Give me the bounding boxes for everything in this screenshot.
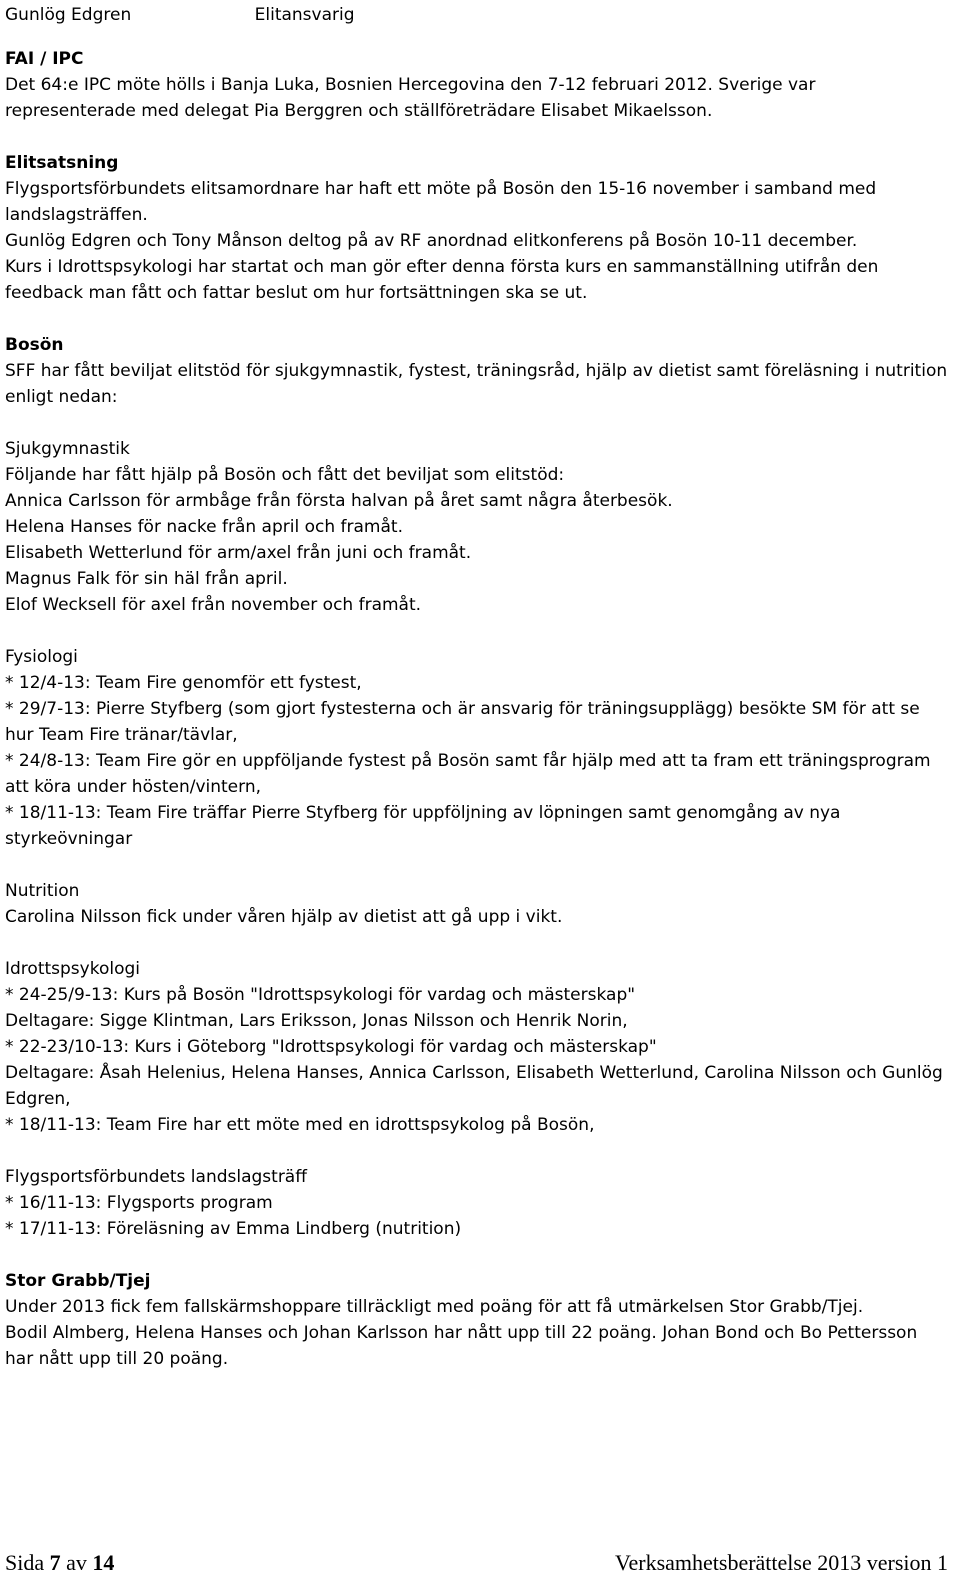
paragraph: Helena Hanses för nacke från april och framåt. (5, 517, 403, 537)
paragraph: Det 64:e IPC möte hölls i Banja Luka, Bosnien Hercegovina den 7-12 februari 2012. Sverige var representerade med delegat Pia Berggren och ställföreträdare Elisabet Mikaelsson. (5, 75, 816, 121)
paragraph: Bodil Almberg, Helena Hanses och Johan Karlsson har nått upp till 22 poäng. Johan Bond och Bo Pettersson har nått upp till 20 poäng. (5, 1323, 918, 1369)
paragraph: Flygsportsförbundets elitsamordnare har haft ett möte på Bosön den 15-16 november i samband med landslagsträffen. (5, 179, 877, 225)
section-gap (5, 306, 950, 332)
page-number (5, 1546, 114, 1580)
paragraph: Kurs i Idrottspsykologi har startat och man gör efter denna första kurs en sammanställning utifrån den feedback man fått och fattar beslut om hur fortsättningen ska se ut. (5, 257, 879, 303)
paragraph: * 24/8-13: Team Fire gör en uppföljande fystest på Bosön samt får hjälp med att ta fram ett träningsprogram att köra under hösten/vintern, (5, 751, 931, 797)
page-total: 14 (92, 1550, 115, 1575)
section-gap (5, 410, 950, 436)
section-heading: FAI / IPC (5, 49, 84, 69)
section-gap (5, 1242, 950, 1268)
paragraph: Carolina Nilsson fick under våren hjälp av dietist att gå upp i vikt. (5, 907, 563, 927)
section (5, 878, 950, 930)
section-gap (5, 1138, 950, 1164)
section-gap (5, 124, 950, 150)
paragraph: * 24-25/9-13: Kurs på Bosön "Idrottspsykologi för vardag och mästerskap" (5, 985, 636, 1005)
section-heading: Sjukgymnastik (5, 439, 130, 459)
paragraph: Elisabeth Wetterlund för arm/axel från juni och framåt. (5, 543, 472, 563)
section-heading: Bosön (5, 335, 64, 355)
section (5, 644, 950, 852)
paragraph: SFF har fått beviljat elitstöd för sjukgymnastik, fystest, träningsråd, hjälp av dietist samt föreläsning i nutrition enligt nedan: (5, 361, 948, 407)
section-gap (5, 852, 950, 878)
section (5, 46, 950, 124)
document-title: Verksamhetsberättelse 2013 version 1 (615, 1550, 948, 1575)
section-heading: Fysiologi (5, 647, 78, 667)
paragraph: * 16/11-13: Flygsports program (5, 1193, 273, 1213)
header-author: Gunlög Edgren (5, 5, 132, 25)
paragraph: * 18/11-13: Team Fire har ett möte med en idrottspsykolog på Bosön, (5, 1115, 595, 1135)
paragraph: Deltagare: Åsah Helenius, Helena Hanses, Annica Carlsson, Elisabeth Wetterlund, Carolina Nilsson och Gunlög Edgren, (5, 1063, 943, 1109)
paragraph: * 12/4-13: Team Fire genomför ett fystest, (5, 673, 362, 693)
section (5, 1164, 950, 1242)
paragraph: * 29/7-13: Pierre Styfberg (som gjort fystesterna och är ansvarig för träningsupplägg) besökte SM för att se hur Team Fire tränar/tävlar, (5, 699, 920, 745)
page-sep: av (66, 1550, 87, 1575)
section (5, 956, 950, 1138)
section-heading: Idrottspsykologi (5, 959, 140, 979)
paragraph: * 22-23/10-13: Kurs i Göteborg "Idrottspsykologi för vardag och mästerskap" (5, 1037, 657, 1057)
paragraph: Magnus Falk för sin häl från april. (5, 569, 288, 589)
section (5, 332, 950, 410)
section-heading: Stor Grabb/Tjej (5, 1271, 151, 1291)
paragraph: * 17/11-13: Föreläsning av Emma Lindberg (nutrition) (5, 1219, 462, 1239)
paragraph: * 18/11-13: Team Fire träffar Pierre Styfberg för uppföljning av löpningen samt genomgång av nya styrkeövningar (5, 803, 841, 849)
paragraph: Annica Carlsson för armbåge från första halvan på året samt några återbesök. (5, 491, 673, 511)
section-gap (5, 618, 950, 644)
paragraph: Under 2013 fick fem fallskärmshoppare tillräckligt med poäng för att få utmärkelsen Stor Grabb/Tjej. (5, 1297, 864, 1317)
paragraph: Följande har fått hjälp på Bosön och fått det beviljat som elitstöd: (5, 465, 565, 485)
section (5, 150, 950, 306)
section-heading: Elitsatsning (5, 153, 119, 173)
page-header (5, 0, 355, 30)
paragraph: Gunlög Edgren och Tony Månson deltog på av RF anordnad elitkonferens på Bosön 10-11 december. (5, 231, 858, 251)
page-prefix: Sida (5, 1550, 45, 1575)
document-body (5, 46, 950, 1372)
section-gap (5, 930, 950, 956)
section-heading: Flygsportsförbundets landslagsträff (5, 1167, 307, 1187)
page-footer (5, 1546, 948, 1580)
paragraph: Deltagare: Sigge Klintman, Lars Eriksson, Jonas Nilsson och Henrik Norin, (5, 1011, 628, 1031)
header-role: Elitansvarig (254, 5, 355, 25)
paragraph: Elof Wecksell för axel från november och framåt. (5, 595, 422, 615)
section (5, 436, 950, 618)
section-heading: Nutrition (5, 881, 80, 901)
section (5, 1268, 950, 1372)
page-current: 7 (49, 1550, 61, 1575)
